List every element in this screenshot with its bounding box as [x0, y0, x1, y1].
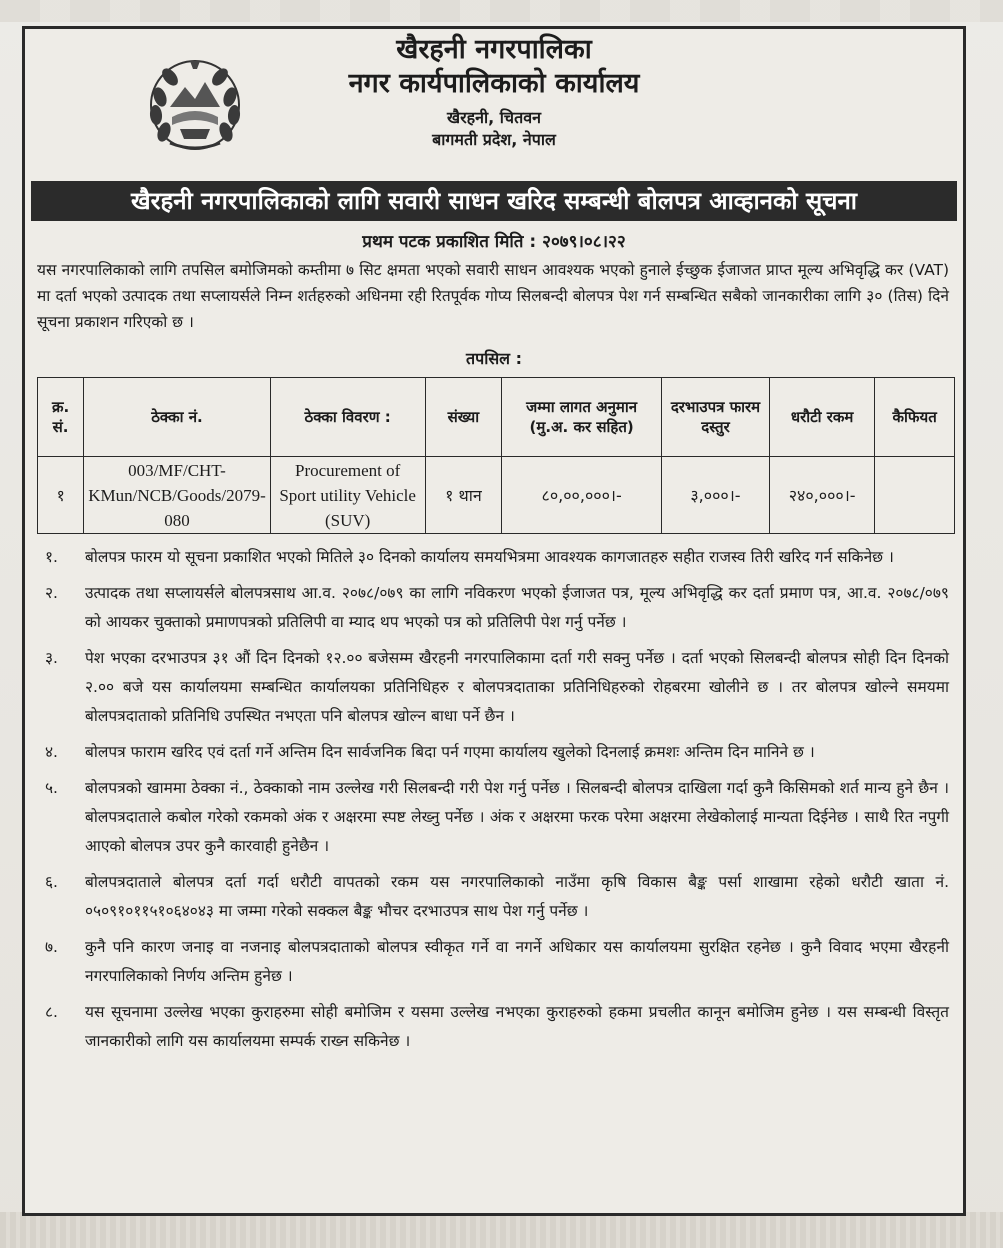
cell-quantity: १ थान: [425, 457, 502, 534]
term-item: [37, 774, 949, 861]
term-text: उत्पादक तथा सप्लायर्सले बोलपत्रसाथ आ.व. २०७८/०७९ का लागि नविकरण भएको ईजाजत पत्र, मूल्य अभिवृद्धि कर दर्ता प्रमाण पत्र, आ.व. २०७८/०७९ को आयकर चुक्ताको प्रमाणपत्रको प्रतिलिपी वा म्याद थप भएको पत्र को प्रतिलिपी पेश गर्नु पर्नेछ ।: [85, 584, 949, 631]
schedule-title: तपसिल :: [466, 349, 522, 368]
term-number: ७.: [45, 938, 58, 956]
term-text: यस सूचनामा उल्लेख भएका कुराहरुमा सोही बमोजिम र यसमा उल्लेख नभएका कुराहरुको हकमा प्रचलीत कानून बमोजिम हुनेछ । यस सम्बन्धी विस्तृत जानकारीको लागि यस कार्यालयमा सम्पर्क राख्न सकिनेछ ।: [85, 1003, 949, 1050]
cell-form-fee: ३,०००।-: [662, 457, 770, 534]
notice-header: [25, 33, 963, 151]
col-header-description: ठेक्का विवरण :: [270, 378, 425, 457]
publication-date: प्रथम पटक प्रकाशित मिति : २०७९।०८।२२: [362, 232, 626, 252]
term-text: बोलपत्रदाताले बोलपत्र दर्ता गर्दा धरौटी वापतको रकम यस नगरपालिकाको नाउँमा कृषि विकास बैङ्क पर्सा शाखामा रहेको धरौटी खाता नं. ०५०९१०११५१०६४०४३ मा जम्मा गरेको सक्कल बैङ्क भौचर दरभाउपत्र साथ पेश गर्नु पर्नेछ ।: [85, 873, 949, 920]
municipality-name: खैरहनी नगरपालिका: [396, 34, 592, 65]
term-number: ८.: [45, 1003, 58, 1021]
col-header-quantity: संख्या: [425, 378, 502, 457]
col-header-estimate: जम्मा लागत अनुमान (मु.अ. कर सहित): [502, 378, 662, 457]
cell-sn: १: [38, 457, 84, 534]
term-number: २.: [45, 584, 58, 602]
term-item: [37, 868, 949, 926]
term-item: [37, 933, 949, 991]
term-number: ४.: [45, 743, 58, 761]
cell-description: Procurement of Sport utility Vehicle (SUV): [270, 457, 425, 534]
notice-title-banner: खैरहनी नगरपालिकाको लागि सवारी साधन खरिद सम्बन्धी बोलपत्र आव्हानको सूचना: [31, 181, 957, 221]
term-text: बोलपत्रको खाममा ठेक्का नं., ठेक्काको नाम उल्लेख गरी सिलबन्दी गरी पेश गर्नु पर्नेछ । सिलबन्दी बोलपत्र दाखिला गर्दा कुनै किसिमको शर्त मान्य हुने छैन । बोलपत्रदाताले कबोल गरेको रकमको अंक र अक्षरमा स्पष्ट लेख्नु पर्नेछ । अंक र अक्षरमा फरक परेमा अक्षरमा लेखेकोलाई मान्यता दिईनेछ । साथै रित नपुगी आएको बोलपत्र उपर कुनै कारवाही हुनेछैन ।: [85, 779, 949, 855]
table-row: [38, 457, 955, 534]
col-header-remarks: कैफियत: [875, 378, 955, 457]
terms-list: [37, 543, 949, 1063]
term-text: पेश भएका दरभाउपत्र ३१ औं दिन दिनको १२.०० बजेसम्म खैरहनी नगरपालिकामा दर्ता गरी सक्नु पर्नेछ । दर्ता भएको सिलबन्दी बोलपत्र सोही दिन दिनको २.०० बजे यस कार्यालयमा सम्बन्धित कार्यालयका प्रतिनिधिहरु र बोलपत्रदाताका प्रतिनिधिहरुको रोहबरमा खोलीने छ । तर बोलपत्र खोल्ने समयमा बोलपत्रदाताको प्रतिनिधि उपस्थित नभएता पनि बोलपत्र खोल्न बाधा पर्ने छैन ।: [85, 649, 949, 725]
term-number: ५.: [45, 779, 58, 797]
office-name: नगर कार्यपालिकाको कार्यालय: [348, 68, 640, 99]
term-item: [37, 644, 949, 731]
term-text: कुनै पनि कारण जनाइ वा नजनाइ बोलपत्रदाताको बोलपत्र स्वीकृत गर्ने वा नगर्ने अधिकार यस कार्यालयमा सुरक्षित रहनेछ । कुनै विवाद भएमा खैरहनी नगरपालिकाको निर्णय अन्तिम हुनेछ ।: [85, 938, 949, 985]
term-text: बोलपत्र फारम यो सूचना प्रकाशित भएको मितिले ३० दिनको कार्यालय समयभित्रमा आवश्यक कागजातहरु सहीत राजस्व तिरी खरिद गर्न सकिनेछ ।: [85, 548, 894, 566]
intro-paragraph: यस नगरपालिकाको लागि तपसिल बमोजिमको कम्तीमा ७ सिट क्षमता भएको सवारी साधन आवश्यक भएको हुनाले ईच्छुक ईजाजत प्राप्त मूल्य अभिवृद्धि कर (VAT) मा दर्ता भएको उत्पादक तथा सप्लायर्सले निम्न शर्तहरुको अधिनमा रही रितपूर्वक गोप्य सिलबन्दी बोलपत्र पेश गर्न सम्बन्धित सबैको जानकारीका लागि ३० (तिस) दिने सूचना प्रकाशन गरिएको छ ।: [37, 261, 949, 331]
table-header-row: [38, 378, 955, 457]
office-location: खैरहनी, चितवन: [446, 108, 541, 127]
cell-contract-no: 003/MF/CHT-KMun/NCB/Goods/2079-080: [84, 457, 271, 534]
cell-deposit: २४०,०००।-: [769, 457, 874, 534]
col-header-sn: क्र. सं.: [38, 378, 84, 457]
term-number: १.: [45, 548, 58, 566]
col-header-contract-no: ठेक्का नं.: [84, 378, 271, 457]
term-item: [37, 738, 949, 767]
term-item: [37, 998, 949, 1056]
adjacent-print-bleed: [0, 0, 1003, 22]
schedule-table: [37, 377, 955, 534]
term-number: ३.: [45, 649, 58, 667]
term-text: बोलपत्र फाराम खरिद एवं दर्ता गर्ने अन्तिम दिन सार्वजनिक बिदा पर्न गएमा कार्यालय खुलेको दिनलाई क्रमशः अन्तिम दिन मानिने छ ।: [85, 743, 815, 761]
cell-remarks: [875, 457, 955, 534]
col-header-form-fee: दरभाउपत्र फारम दस्तुर: [662, 378, 770, 457]
term-item: [37, 579, 949, 637]
tender-notice: [22, 26, 966, 1216]
province-name: बागमती प्रदेश, नेपाल: [432, 130, 556, 149]
cell-estimate: ८०,००,०००।-: [502, 457, 662, 534]
term-number: ६.: [45, 873, 58, 891]
term-item: [37, 543, 949, 572]
col-header-deposit: धरौटी रकम: [769, 378, 874, 457]
adjacent-print-bleed-bottom: [0, 1212, 1003, 1248]
